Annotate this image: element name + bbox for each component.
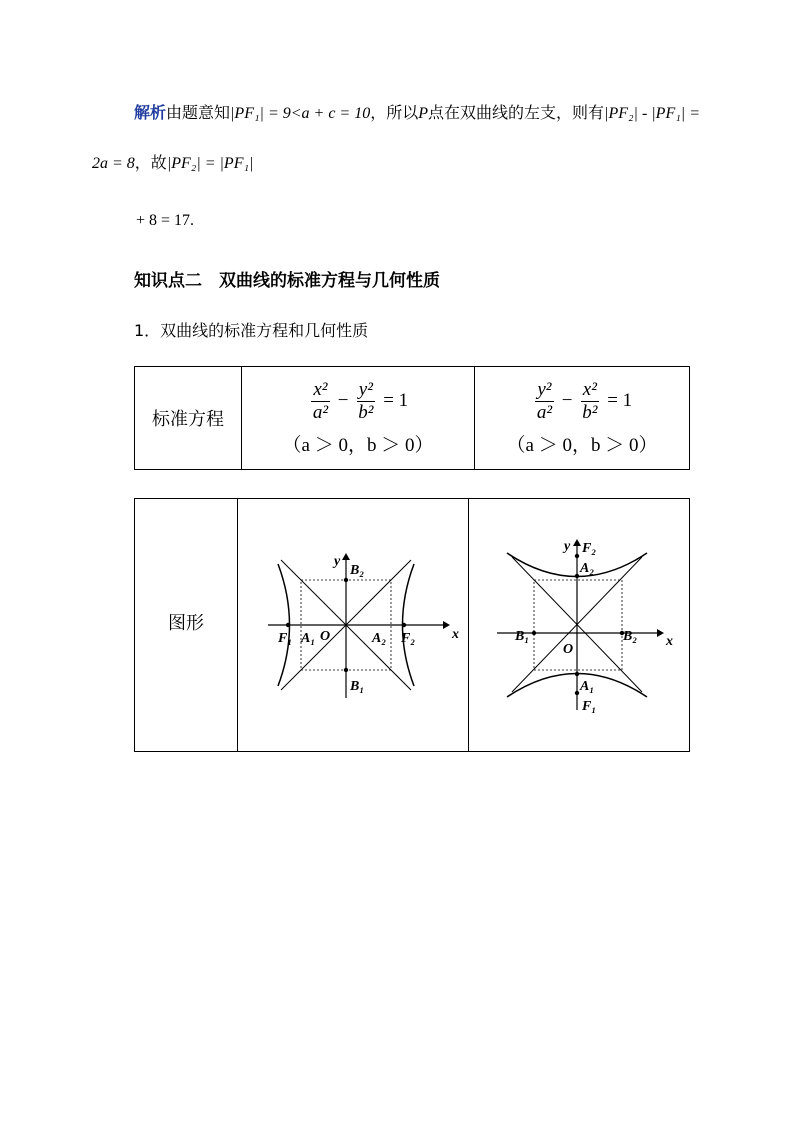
section-heading: 知识点二 双曲线的标准方程与几何性质 [134,271,440,291]
eq1-num1: x² [313,379,328,400]
graph-cell-horizontal [238,499,469,752]
solution-2a-expr: 2a = 8 [92,155,135,172]
fig2-o-label: O [563,642,574,657]
hyperbola-vertical-figure [469,500,689,750]
fig2-x-label: x [666,634,673,649]
fig2-point-f2 [575,554,579,558]
eq2-den2: b² [582,402,598,423]
fig1-y-label: y [334,554,341,569]
solution-pf2-expr: |PF₂| = |PF₁| [166,155,254,172]
equation-cell-horizontal [242,367,475,470]
equation-vertical [476,379,688,424]
solution-diff-expr: |PF₂| - |PF₁| = [604,105,700,122]
solution-line-1 [134,100,700,123]
eq1-num2: y² [358,379,373,400]
fig2-b1-label: B₁ [515,629,530,644]
hyperbola-horizontal-figure [238,500,468,750]
eq1-den2: b² [358,402,374,423]
graph-table [134,498,690,752]
solution-text-3: 点在双曲线的左支，则有 [428,103,605,122]
fig1-point-f1 [286,623,290,627]
fig2-x-arrow [657,629,664,637]
fig2-point-a1 [575,672,579,676]
fig1-y-arrow [342,553,350,560]
fig1-a1-label: A₁ [301,631,316,646]
solution-text-2: ，所以 [370,103,419,122]
fig2-y-arrow [573,539,581,546]
eq2-num1: y² [537,379,552,400]
eq2-minus: − [561,389,573,411]
section-subheading: 1．双曲线的标准方程和几何性质 [134,321,369,340]
eq2-den1: a² [536,402,553,423]
eq1-condition: （a ＞ 0，b ＞ 0） [282,435,434,456]
eq2-equals: = 1 [607,389,633,411]
fig1-a2-label: A₂ [372,631,387,646]
equation-table [134,366,690,470]
fig1-f2-label: F₂ [401,631,416,646]
graph-cell-vertical [469,499,690,752]
fig1-x-arrow [443,621,450,629]
solution-p-var: P [418,105,429,122]
solution-text-4: ，故 [134,153,167,172]
solution-text-1: 由题意知 [166,103,231,122]
fig2-a2-label: A₂ [580,561,595,576]
fig1-b2-label: B₂ [350,563,365,578]
solution-pf1-expr: |PF₁| = 9<a + c = 10 [230,105,371,122]
eq1-equals: = 1 [383,389,409,411]
fig2-b2-label: B₂ [623,629,638,644]
solution-line-2 [92,150,253,173]
fig1-point-b1 [344,668,348,672]
equation-row-label: 标准方程 [135,367,242,470]
graph-row-label: 图形 [135,499,238,752]
fig1-f1-label: F₁ [278,631,293,646]
fig2-point-a2 [575,574,579,578]
solution-line-3: + 8 = 17. [136,212,195,229]
fig1-o-label: O [320,629,331,644]
fig2-point-b1 [532,631,536,635]
eq1-minus: − [337,389,349,411]
equation-horizontal [243,379,473,424]
fig1-point-f2 [402,623,406,627]
fig1-x-label: x [452,627,459,642]
solution-label: 解析 [134,103,167,122]
eq2-num2: x² [582,379,597,400]
fig1-point-b2 [344,578,348,582]
fig2-point-f1 [575,691,579,695]
eq1-den1: a² [312,402,329,423]
fig2-a1-label: A₁ [580,679,595,694]
fig1-b1-label: B₁ [350,679,365,694]
fig2-f2-label: F₂ [582,541,597,556]
eq2-condition: （a ＞ 0，b ＞ 0） [506,435,658,456]
fig2-y-label: y [564,539,571,554]
equation-cell-vertical [475,367,690,470]
fig2-f1-label: F₁ [582,699,597,714]
